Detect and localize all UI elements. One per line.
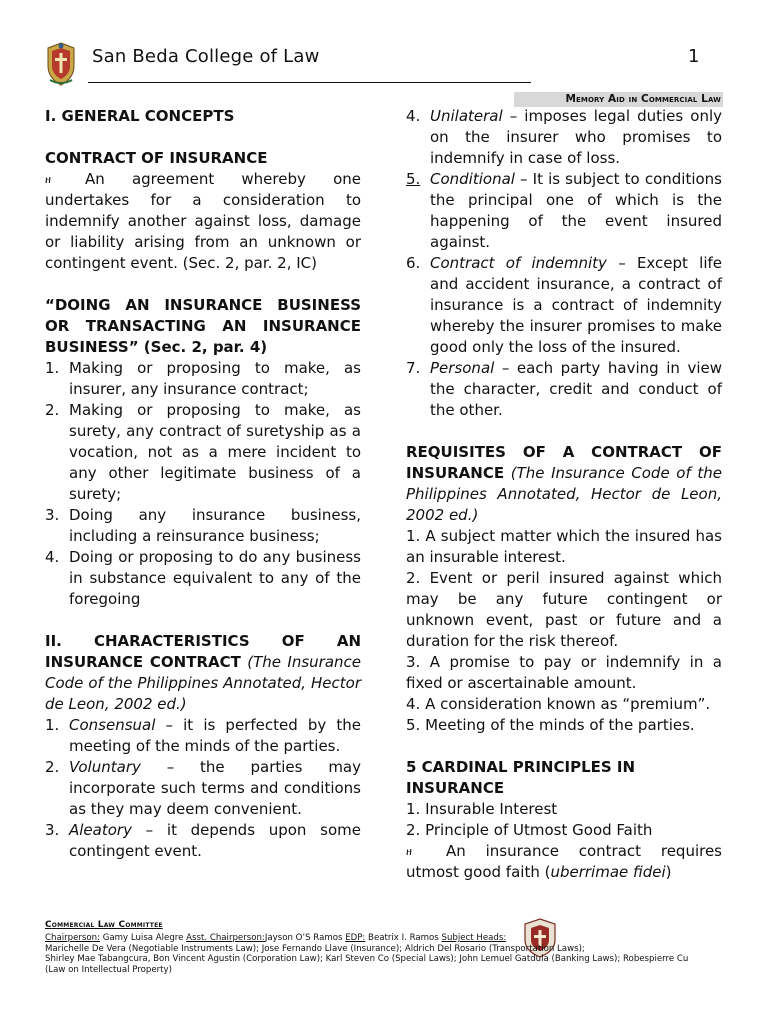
list-item [406,169,722,253]
list-text: – the parties may incorporate such terms and conditions as they may deem convenient. [69,758,361,818]
asst-chairperson-label: Asst. Chairperson: [186,933,265,943]
list-text: – it is perfected by the meeting of the minds of the parties. [69,716,361,755]
header-title: San Beda College of Law [92,46,320,67]
list-item [45,358,361,400]
list-text: Making or proposing to make, as surety, any contract of suretyship as a vocation, not as a mere incident to any other legitimate business of a surety; [69,401,361,503]
list-number: 1. [45,359,60,377]
requisites-heading [406,442,722,526]
left-column [45,106,361,862]
good-faith-paragraph [406,841,722,883]
good-faith-term: uberrimae fidei [550,863,666,881]
list-item [45,400,361,505]
characteristics-list-right [406,106,722,421]
list-text: – Except life and accident insurance, a contract of insurance is a contract of indemnity whereby the insurer promises to make good only the loss of the insured. [430,254,722,356]
list-term: Unilateral [430,107,503,125]
list-number: 3. [45,506,60,524]
edp-label: EDP: [345,933,366,943]
chairperson-name: Gamy Luisa Alegre [100,933,187,943]
contract-definition [45,169,361,274]
chairperson-label: Chairperson: [45,933,100,943]
requisites-title: REQUISITES OF A CONTRACT OF INSURANCE [406,443,722,482]
list-number: 4. [406,107,421,125]
edp-name: Beatrix I. Ramos [365,933,442,943]
list-item: 1. A subject matter which the insured has an insurable interest. [406,527,722,566]
list-number: 2. [45,758,60,776]
footer-credits [45,933,735,975]
list-text: Making or proposing to make, as insurer, any insurance contract; [69,359,361,398]
list-number: 2. [45,401,60,419]
list-term: Conditional [430,170,515,188]
characteristics-title: II. CHARACTERISTICS OF AN INSURANCE CONTRACT [45,632,361,671]
memory-aid-banner: Memory Aid in Commercial Law [514,92,723,107]
list-item [45,757,361,820]
footer-line-2: Marichelle De Vera (Negotiable Instruments Law); Jose Fernando Llave (Insurance); Aldrich Del Rosario (Transportation Laws); [45,943,585,954]
right-column [406,106,722,883]
list-text: – imposes legal duties only on the insurer who promises to indemnify in case of loss. [430,107,722,167]
list-item [45,547,361,610]
bullet-icon: ዘ [406,845,412,858]
list-item: 1. Insurable Interest [406,800,558,818]
doing-insurance-business-heading: “DOING AN INSURANCE BUSINESS OR TRANSACTING AN INSURANCE BUSINESS” (Sec. 2, par. 4) [45,296,361,356]
footer-line-1 [45,933,735,944]
contract-definition-text: An agreement whereby one undertakes for a consideration to indemnify another against loss, damage or liability arising from an unknown or contingent event. (Sec. 2, par. 2, IC) [45,170,361,272]
cardinal-principles-list [406,799,722,841]
characteristics-source: (The Insurance Code of the Philippines Annotated, Hector de Leon, 2002 ed.) [45,653,361,713]
list-term: Aleatory [69,821,132,839]
asst-chairperson-name: Jayson O’S Ramos [264,933,346,943]
cardinal-principles-heading: 5 CARDINAL PRINCIPLES IN INSURANCE [406,758,636,797]
list-term: Consensual [69,716,156,734]
list-item [45,715,361,757]
subject-heads-label: Subject Heads: [441,933,507,943]
list-text: Doing or proposing to do any business in substance equivalent to any of the foregoing [69,548,361,608]
characteristics-heading [45,631,361,715]
bullet-icon: ዘ [45,173,51,186]
list-text: – it depends upon some contingent event. [69,821,361,860]
list-term: Voluntary [69,758,141,776]
good-faith-close: ) [665,863,672,881]
list-item [406,106,722,169]
list-number: 4. [45,548,60,566]
characteristics-list-left [45,715,361,862]
footer-line-3: Shirley Mae Tabangcura, Bon Vincent Agustin (Corporation Law); Karl Steven Co (Special Laws); John Lemuel Gatdula (Banking Laws); Robespierre Cu [45,954,689,964]
list-item: 2. Principle of Utmost Good Faith [406,821,653,839]
footer-committee-title: Commercial Law Committee [45,920,163,930]
list-number: 7. [406,359,421,377]
list-text: – each party having in view the character, credit and conduct of the other. [430,359,722,419]
list-item: 5. Meeting of the minds of the parties. [406,716,695,734]
contract-of-insurance-heading: CONTRACT OF INSURANCE [45,149,268,167]
page-number: 1 [688,46,700,67]
list-item [406,358,722,421]
list-item: 3. A promise to pay or indemnify in a fixed or ascertainable amount. [406,653,722,692]
list-text: – It is subject to conditions the principal one of which is the happening of the event insured against. [430,170,722,251]
list-text: Doing any insurance business, including a reinsurance business; [69,506,361,545]
list-item: 2. Event or peril insured against which may be any future contingent or unknown event, past or future and a duration for the risk thereof. [406,569,722,650]
list-term: Contract of indemnity [430,254,607,272]
list-number: 5. [406,170,421,188]
list-item: 4. A consideration known as “premium”. [406,695,711,713]
list-item [45,505,361,547]
list-item [406,253,722,358]
footer-line-4: (Law on Intellectual Property) [45,964,172,975]
list-number: 6. [406,254,421,272]
section-general-concepts: I. GENERAL CONCEPTS [45,107,235,125]
list-number: 1. [45,716,60,734]
san-beda-seal-icon [44,42,78,86]
list-item [45,820,361,862]
requisites-list [406,526,722,736]
requisites-source: (The Insurance Code of the Philippines Annotated, Hector de Leon, 2002 ed.) [406,464,722,524]
good-faith-text: An insurance contract requires utmost good faith ( [406,842,722,881]
list-term: Personal [430,359,495,377]
doing-business-list [45,358,361,610]
list-number: 3. [45,821,60,839]
header-rule [88,82,531,83]
